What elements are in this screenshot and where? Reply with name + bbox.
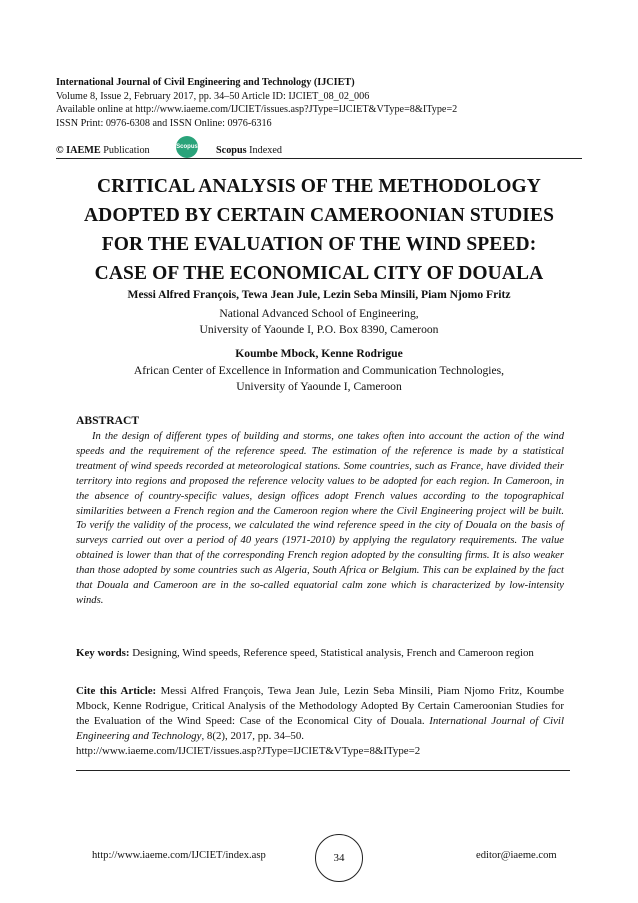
keywords bbox=[76, 646, 564, 661]
publisher-suffix: Publication bbox=[100, 145, 150, 156]
citation-divider bbox=[76, 770, 570, 771]
keywords-text: Designing, Wind speeds, Reference speed, Statistical analysis, French and Cameroon region bbox=[129, 647, 534, 659]
title-line: CASE OF THE ECONOMICAL CITY OF DOUALA bbox=[94, 263, 544, 284]
publisher-label bbox=[56, 145, 150, 156]
footer-email-link[interactable]: editor@iaeme.com bbox=[476, 850, 557, 861]
author-names-1: Messi Alfred François, Tewa Jean Jule, Lezin Seba Minsili, Piam Njomo Fritz bbox=[127, 288, 511, 301]
footer-url-link[interactable]: http://www.iaeme.com/IJCIET/index.asp bbox=[92, 850, 266, 861]
volume-line: Volume 8, Issue 2, February 2017, pp. 34–50 Article ID: IJCIET_08_02_006 bbox=[56, 90, 370, 102]
title-line: CRITICAL ANALYSIS OF THE METHODOLOGY bbox=[97, 176, 541, 197]
available-online-line: Available online at http://www.iaeme.com/IJCIET/issues.asp?JType=IJCIET&VType=8&IType=2 bbox=[56, 104, 458, 115]
issn-line: ISSN Print: 0976-6308 and ISSN Online: 0976-6316 bbox=[56, 117, 272, 129]
indexed-suffix: Indexed bbox=[246, 145, 282, 156]
citation bbox=[76, 684, 564, 759]
journal-header bbox=[56, 76, 576, 130]
affiliation-1 bbox=[40, 306, 598, 338]
indexed-label bbox=[216, 145, 282, 156]
author-names-2: Koumbe Mbock, Kenne Rodrigue bbox=[235, 347, 403, 360]
publication-row bbox=[56, 136, 576, 160]
citation-label: Cite this Article: bbox=[76, 685, 157, 697]
keywords-label: Key words: bbox=[76, 647, 130, 659]
paper-title bbox=[40, 172, 598, 288]
indexed-name: Scopus bbox=[216, 145, 247, 156]
title-line: ADOPTED BY CERTAIN CAMEROONIAN STUDIES bbox=[83, 205, 555, 226]
abstract-heading: ABSTRACT bbox=[76, 414, 140, 427]
citation-journal: International Journal of Civil Engineering and Technology bbox=[76, 715, 564, 742]
affiliation-line: National Advanced School of Engineering, bbox=[219, 307, 419, 320]
scopus-logo-icon: Scopus bbox=[176, 136, 198, 158]
affiliation-line: African Center of Excellence in Information and Communication Technologies, bbox=[133, 364, 505, 377]
citation-volume: , 8(2), 2017, pp. 34–50. bbox=[201, 730, 304, 742]
journal-name: International Journal of Civil Engineering and Technology (IJCIET) bbox=[56, 77, 355, 88]
citation-text: Messi Alfred François, Tewa Jean Jule, Lezin Seba Minsili, Piam Njomo Fritz, Koumbe Mbock, Kenne Rodrigue, Critical Analysis of the Methodology Adopted By Certain Cameroonian Studies for the Evaluation of the Wind Speed: Case of the Economical City of Douala. bbox=[76, 685, 564, 727]
title-line: FOR THE EVALUATION OF THE WIND SPEED: bbox=[101, 234, 537, 255]
abstract-body: In the design of different types of building and storms, one takes often into account the action of the wind speeds and the requirement of the reference speed. The estimation of the reference is made by a statistical treatment of wind speeds recorded at meteorological stations. Some countries, such as France, have divided their territory into regions and proposed the reference velocity values to be adopted for each region. In Cameroon, in the absence of country-specific values, design offices adopt French values according to the topographical similarities between a French region and the Cameroon region where the Civil Engineering project will be built. To verify the validity of the process, we calculated the wind reference speed in the city of Douala on the basis of surveys carried out over a period of 40 years (1971-2010) by applying the regulatory requirements. The value obtained is lower than that of the corresponding French region adopted by the consulting firms. It is also weaker than those adopted by some countries such as Algeria, South Africa or Belgium. This can be explained by the fact that Douala and Cameroon are in the so-called equatorial calm zone which is characterized by low-intensity winds. bbox=[76, 431, 564, 606]
citation-url-link[interactable]: http://www.iaeme.com/IJCIET/issues.asp?JType=IJCIET&VType=8&IType=2 bbox=[76, 745, 421, 757]
publisher-name: © IAEME bbox=[56, 145, 101, 156]
header-divider bbox=[56, 158, 582, 159]
page-number: 34 bbox=[315, 834, 363, 882]
affiliation-2 bbox=[40, 363, 598, 395]
affiliation-line: University of Yaounde I, Cameroon bbox=[236, 380, 402, 393]
affiliation-line: University of Yaounde I, P.O. Box 8390, Cameroon bbox=[199, 323, 439, 336]
